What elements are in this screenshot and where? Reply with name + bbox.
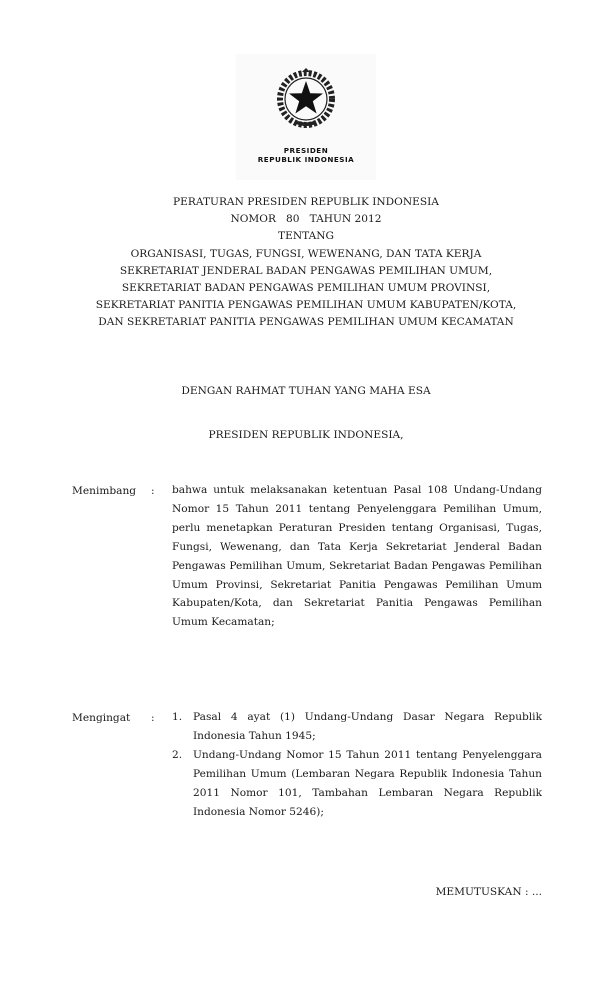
list-item (172, 746, 542, 822)
regulation-title (0, 194, 612, 332)
mengingat-list (172, 708, 542, 821)
list-item (172, 708, 542, 746)
mengingat-label: Mengingat (72, 712, 131, 724)
president-heading: PRESIDEN REPUBLIK INDONESIA, (208, 429, 404, 441)
list-item-number: 2. (172, 748, 183, 761)
list-item-text: Undang-Undang Nomor 15 Tahun 2011 tentang Penyelenggara Pemilihan Umum (Lembaran Negara Republik Indonesia Tahun 2011 Nomor 101, Tambahan Lembaran Negara Republik Indonesia Nomor 5246); (193, 748, 542, 818)
continuation-marker: MEMUTUSKAN : ... (435, 886, 542, 898)
menimbang-label: Menimbang (72, 485, 137, 497)
logo-caption-presiden: PRESIDEN (283, 146, 329, 155)
menimbang-colon: : (151, 485, 155, 497)
mengingat-colon: : (151, 712, 155, 724)
list-item-number: 1. (172, 711, 183, 723)
title-line-2: NOMOR 80 TAHUN 2012 (230, 213, 382, 226)
title-line-4: ORGANISASI, TUGAS, FUNGSI, WEWENANG, DAN TATA KERJA (130, 247, 482, 260)
title-line-8: DAN SEKRETARIAT PANITIA PENGAWAS PEMILIHAN UMUM KECAMATAN (98, 316, 514, 329)
title-line-5: SEKRETARIAT JENDERAL BADAN PENGAWAS PEMILIHAN UMUM, (119, 264, 493, 277)
logo-caption-republik: REPUBLIK INDONESIA (257, 155, 355, 164)
title-line-1: PERATURAN PRESIDEN REPUBLIK INDONESIA (173, 196, 439, 208)
list-item-text: Pasal 4 ayat (1) Undang-Undang Dasar Negara Republik Indonesia Tahun 1945; (193, 711, 542, 742)
title-line-7: SEKRETARIAT PANITIA PENGAWAS PEMILIHAN UMUM KABUPATEN/KOTA, (95, 299, 517, 312)
invocation: DENGAN RAHMAT TUHAN YANG MAHA ESA (181, 385, 431, 397)
title-line-6: SEKRETARIAT BADAN PENGAWAS PEMILIHAN UMUM PROVINSI, (121, 282, 491, 295)
garuda-star-emblem-icon (276, 68, 336, 130)
presidential-seal (236, 54, 376, 180)
title-line-3: TENTANG (278, 230, 334, 243)
menimbang-text: bahwa untuk melaksanakan ketentuan Pasal 108 Undang-Undang Nomor 15 Tahun 2011 tentang Penyelenggara Pemilihan Umum, perlu menetapkan Peraturan Presiden tentang Organisasi, Tugas, Fungsi, Wewenang, dan Tata Kerja Sekretariat Jenderal Badan Pengawas Pemilihan Umum, Sekretariat Badan Pengawas Pemilihan Umum Provinsi, Sekretariat Panitia Pengawas Pemilihan Umum Kabupaten/Kota, dan Sekretariat Panitia Pengawas Pemilihan Umum Kecamatan; (172, 484, 542, 629)
